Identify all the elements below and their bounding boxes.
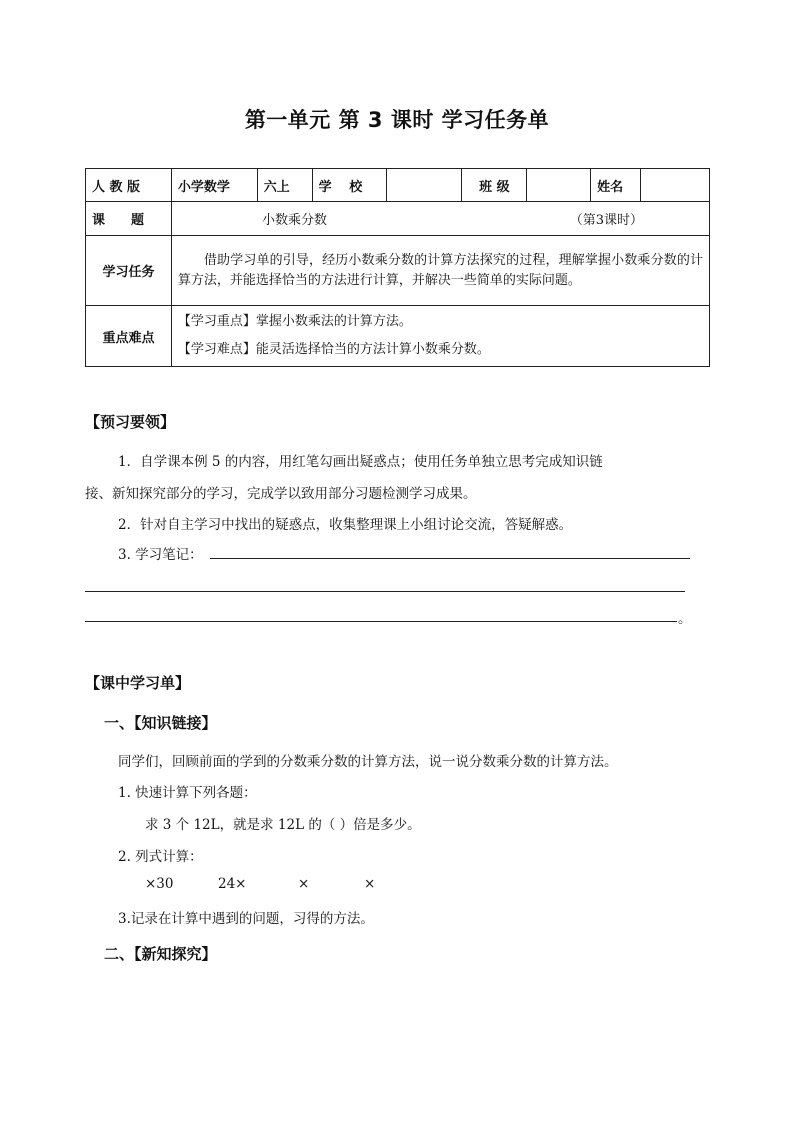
calc-item-3: × — [298, 876, 310, 892]
preview-heading: 【预习要领】 — [85, 413, 176, 431]
difficulty-point: 【学习难点】能灵活选择恰当的方法计算小数乘分数。 — [177, 342, 490, 357]
publisher-cell: 人 教 版 — [86, 169, 172, 202]
preview-item-1b: 接、新知探究部分的学习，完成学以致用部分习题检测学习成果。 — [85, 486, 477, 502]
calc-item-2: 24× — [218, 876, 247, 892]
question-2: 2. 列式计算： — [118, 849, 203, 865]
notes-line-1[interactable] — [210, 558, 690, 559]
key-label: 重点难点 — [86, 306, 172, 367]
notes-label: 3. 学习笔记： — [118, 547, 203, 563]
calc-item-1: ×30 — [145, 876, 174, 892]
topic-value: 小数乘分数 — [262, 213, 328, 228]
preview-item-2: 2．针对自主学习中找出的疑惑点，收集整理课上小组讨论交流，答疑解惑。 — [118, 517, 573, 533]
grade-cell: 六上 — [257, 169, 312, 202]
school-label: 学 校 — [312, 169, 386, 202]
key-point: 【学习重点】掌握小数乘法的计算方法。 — [177, 314, 412, 329]
new-knowledge-heading: 二、【新知探究】 — [104, 945, 217, 963]
notes-line-3[interactable] — [85, 621, 677, 622]
inclass-heading: 【课中学习单】 — [85, 674, 191, 692]
question-3: 3.记录在计算中遇到的问题，习得的方法。 — [118, 911, 374, 927]
task-text: 借助学习单的引导，经历小数乘分数的计算方法探究的过程，理解掌握小数乘分数的计算方法，并能选择恰当的方法进行计算，并解决一些简单的实际问题。 — [171, 236, 709, 306]
topic-label: 课 题 — [86, 202, 172, 236]
key-cell — [171, 306, 709, 367]
class-value — [527, 169, 591, 202]
knowledge-link-heading: 一、【知识链接】 — [104, 714, 217, 732]
name-label: 姓名 — [591, 169, 641, 202]
notes-line-2[interactable] — [85, 591, 685, 592]
subject-cell: 小学数学 — [171, 169, 257, 202]
name-value — [641, 169, 710, 202]
info-table — [85, 168, 710, 367]
question-1: 1. 快速计算下列各题： — [118, 785, 257, 801]
knowledge-intro: 同学们，回顾前面的学到的分数乘分数的计算方法，说一说分数乘分数的计算方法。 — [118, 754, 618, 770]
task-label: 学习任务 — [86, 236, 172, 306]
question-1a: 求 3 个 12L，就是求 12L 的（ ）倍是多少。 — [145, 817, 421, 833]
preview-item-1a: 1．自学课本例 5 的内容，用红笔勾画出疑惑点；使用任务单独立思考完成知识链 — [118, 454, 603, 470]
topic-cell — [171, 202, 709, 236]
calc-item-4: × — [364, 876, 376, 892]
class-label: 班 级 — [462, 169, 527, 202]
school-value — [386, 169, 462, 202]
lesson-number: （第3课时） — [569, 213, 643, 228]
page-title: 第一单元 第 3 课时 学习任务单 — [244, 108, 550, 132]
notes-end-mark: 。 — [678, 611, 692, 627]
